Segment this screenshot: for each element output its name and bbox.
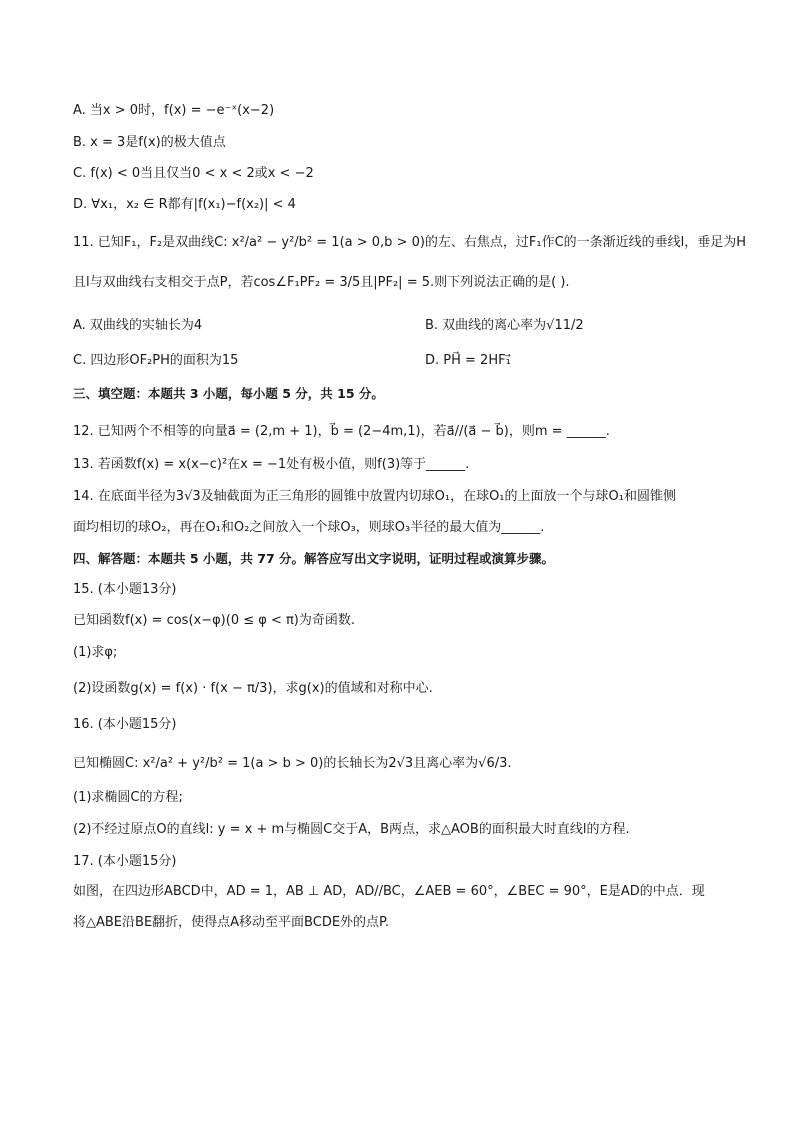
q17-heading: 17. (本小题15分) xyxy=(73,854,177,869)
q17-line1: 如图，在四边形ABCD中，AD = 1，AB ⊥ AD，AD//BC，∠AEB = 60°，∠BEC = 90°，E是AD的中点．现 xyxy=(73,884,705,899)
q11-options-row1 xyxy=(73,317,734,335)
q11-option-b: B. 双曲线的离心率为√11/2 xyxy=(425,318,584,333)
q16-stem: 已知椭圆C: x²/a² + y²/b² = 1(a > b > 0)的长轴长为2√3且离心率为√6/3. xyxy=(73,756,512,771)
q15-heading: 15. (本小题13分) xyxy=(73,582,177,597)
q16-heading: 16. (本小题15分) xyxy=(73,717,177,732)
q10-option-c: C. f(x) < 0当且仅当0 < x < 2或x < −2 xyxy=(73,166,314,181)
q11-option-d: D. PH⃗ = 2HF₁⃗ xyxy=(425,353,511,368)
q15-part2: (2)设函数g(x) = f(x) · f(x − π/3)，求g(x)的值域和对称中心. xyxy=(73,681,433,696)
q10-option-d: D. ∀x₁，x₂ ∈ R都有|f(x₁)−f(x₂)| < 4 xyxy=(73,197,296,212)
q16-part2: (2)不经过原点O的直线l: y = x + m与椭圆C交于A，B两点，求△AOB的面积最大时直线l的方程. xyxy=(73,822,630,837)
q10-option-b: B. x = 3是f(x)的极大值点 xyxy=(73,135,226,150)
section-fill-in-heading: 三、填空题：本题共 3 小题，每小题 5 分，共 15 分。 xyxy=(73,386,384,401)
q12-text: 12. 已知两个不相等的向量a⃗ = (2,m + 1)，b⃗ = (2−4m,1)，若a⃗//(a⃗ − b⃗)，则m = ______. xyxy=(73,424,610,439)
section-solutions-heading: 四、解答题：本题共 5 小题，共 77 分。解答应写出文字说明，证明过程或演算步骤。 xyxy=(73,551,555,566)
q10-option-a: A. 当x > 0时，f(x) = −e⁻ˣ(x−2) xyxy=(73,103,275,118)
q17-line2: 将△ABE沿BE翻折，使得点A移动至平面BCDE外的点P. xyxy=(73,915,389,930)
q14-line1: 14. 在底面半径为3√3及轴截面为正三角形的圆锥中放置内切球O₁，在球O₁的上面放一个与球O₁和圆锥侧 xyxy=(73,489,676,504)
q13-text: 13. 若函数f(x) = x(x−c)²在x = −1处有极小值，则f(3)等于______. xyxy=(73,457,470,472)
q14-line2: 面均相切的球O₂，再在O₁和O₂之间放入一个球O₃，则球O₃半径的最大值为______. xyxy=(73,520,545,535)
q16-part1: (1)求椭圆C的方程; xyxy=(73,790,183,805)
q11-option-c: C. 四边形OF₂PH的面积为15 xyxy=(73,353,239,368)
q15-stem: 已知函数f(x) = cos(x−φ)(0 ≤ φ < π)为奇函数. xyxy=(73,613,356,628)
q11-stem-line1: 11. 已知F₁，F₂是双曲线C: x²/a² − y²/b² = 1(a > 0,b > 0)的左、右焦点，过F₁作C的一条渐近线的垂线l，垂足为H xyxy=(73,235,747,250)
q11-stem-line2: 且l与双曲线右支相交于点P，若cos∠F₁PF₂ = 3/5且|PF₂| = 5.则下列说法正确的是( ). xyxy=(73,275,570,290)
q11-option-a: A. 双曲线的实轴长为4 xyxy=(73,318,203,333)
q11-options-row2 xyxy=(73,352,734,370)
q15-part1: (1)求φ; xyxy=(73,645,118,660)
